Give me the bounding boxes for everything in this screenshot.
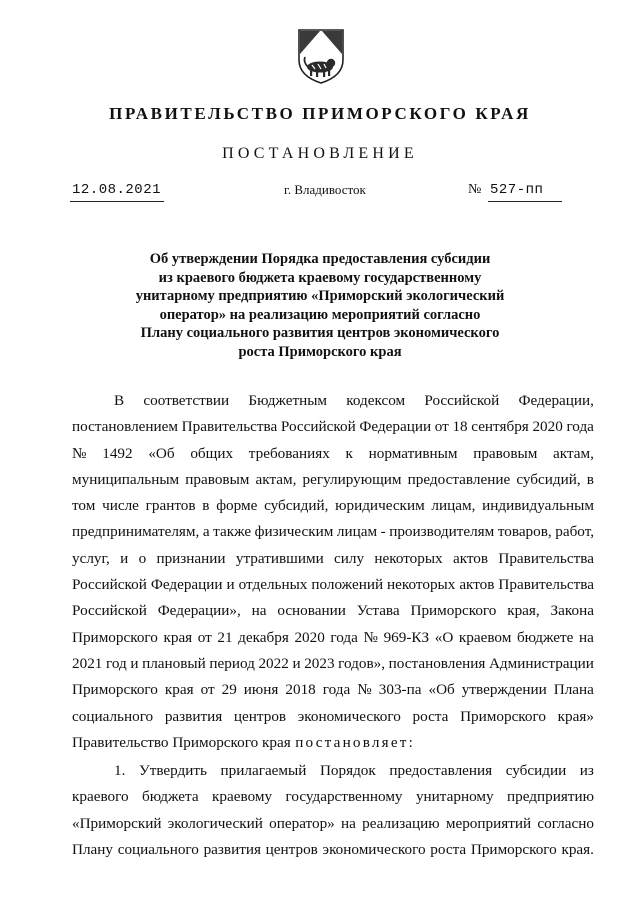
word: Закона [550, 602, 594, 620]
word: «Об [428, 681, 455, 699]
word: декабря [238, 628, 289, 646]
document-type-title: ПОСТАНОВЛЕНИЕ [222, 145, 418, 162]
coat-of-arms-emblem [296, 26, 346, 86]
preamble-line [72, 572, 594, 598]
word: роста [412, 707, 449, 725]
word: экономического [322, 841, 426, 859]
word: развития [164, 707, 223, 725]
word: юридическим [335, 497, 425, 515]
word: 1. [114, 762, 126, 780]
word: некоторых [387, 576, 456, 594]
word: Утвердить [138, 762, 207, 780]
word: Порядок [319, 762, 376, 780]
word: регулирующим [302, 470, 402, 488]
word: Российской [72, 602, 147, 620]
subject-line: роста Приморского края [238, 343, 402, 360]
word: предоставления [389, 762, 493, 780]
subject-line: Плану социального развития центров экономического [140, 325, 500, 342]
subject-line: Об утверждении Порядка предоставления субсидии [149, 251, 491, 267]
word: № [363, 628, 378, 646]
preamble-line [72, 677, 594, 703]
word: Бюджетным [248, 392, 328, 409]
word: центров [265, 841, 318, 859]
word: мероприятий [445, 814, 532, 832]
word: Приморского [410, 602, 497, 620]
word: кодексом [346, 392, 406, 409]
word: государственному [285, 788, 403, 806]
word: Приморского [460, 707, 546, 725]
preamble-final-line [72, 730, 594, 756]
word: от [434, 418, 449, 436]
item-1-line [72, 784, 594, 810]
word: года [566, 418, 594, 436]
word: краевого [72, 788, 129, 806]
word: а [202, 523, 210, 541]
word: предприятию [507, 788, 594, 806]
word: года [322, 681, 351, 699]
word: Федерации», [157, 602, 241, 620]
word: «Об [148, 444, 175, 462]
item-1-line [72, 758, 594, 784]
document-number: 527-пп [490, 182, 544, 198]
word: Приморского [72, 681, 158, 699]
word: правовым [185, 470, 250, 488]
word: 21 [217, 628, 233, 646]
word: от [200, 681, 215, 699]
word: от [197, 628, 212, 646]
word: утратившими [235, 549, 324, 567]
word: 2018 [285, 681, 316, 699]
government-title: ПРАВИТЕЛЬСТВО ПРИМОРСКОГО КРАЯ [109, 104, 531, 123]
word: экологический [167, 814, 263, 832]
word: лицам, [431, 497, 476, 515]
word: услуг, [72, 549, 110, 567]
preamble-line [72, 414, 594, 440]
word: и [226, 576, 235, 594]
word: лицам [336, 523, 378, 541]
word: бюджета [141, 788, 199, 806]
preamble-line [72, 651, 594, 677]
word: краевом [458, 628, 512, 646]
word: субсидий, [264, 497, 329, 515]
word: грантов [145, 497, 196, 515]
word: актам, [553, 444, 594, 462]
word: и [130, 654, 139, 672]
word: актам, [255, 470, 297, 488]
word: реализацию [362, 814, 440, 832]
word: социального [117, 841, 199, 859]
word: постановления [388, 654, 486, 672]
word: числе [102, 497, 139, 515]
word: производителям [389, 523, 495, 541]
word: «О [434, 628, 454, 646]
word: и [120, 549, 129, 567]
preamble-final-prefix: Правительство Приморского края [72, 733, 291, 751]
word: 29 [221, 681, 237, 699]
document-subject [110, 250, 530, 362]
word: бюджете [516, 628, 574, 646]
word: субсидии [505, 762, 567, 780]
word: предпринимателям, [72, 523, 200, 541]
word: сентября [471, 418, 529, 436]
word: Федерации [359, 418, 432, 436]
word: центров [233, 707, 287, 725]
word: о [138, 549, 147, 567]
word: 1492 [102, 444, 133, 462]
word: прилагаемый [220, 762, 307, 780]
date-underline [70, 201, 164, 202]
document-date: 12.08.2021 [72, 182, 162, 198]
document-meta-row [72, 180, 572, 206]
word: унитарному [415, 788, 494, 806]
word: - [380, 523, 386, 541]
word: В [114, 392, 125, 409]
word: края [163, 628, 193, 646]
word: Российской [424, 392, 500, 409]
document-body [72, 388, 594, 863]
word: 2021 [72, 654, 103, 672]
word: социального [72, 707, 154, 725]
preamble-line [72, 441, 594, 467]
word: экономического [297, 707, 401, 725]
word: силу [334, 549, 365, 567]
word: Плану [72, 841, 114, 859]
word: № [357, 681, 372, 699]
word: развития [203, 841, 261, 859]
word: Плана [553, 681, 594, 699]
word: некоторых [374, 549, 443, 567]
word: правовым [473, 444, 538, 462]
preamble-line [72, 598, 594, 624]
word: актов [452, 549, 489, 567]
word: 18 [452, 418, 468, 436]
word: годов», [338, 654, 386, 672]
preamble-line [72, 467, 594, 493]
word: положений [311, 576, 384, 594]
word: края» [557, 707, 594, 725]
word: 2020 [294, 628, 325, 646]
word: также [213, 523, 252, 541]
word: оператор» [269, 814, 335, 832]
word: отдельных [238, 576, 308, 594]
word: 2020 [532, 418, 563, 436]
word: Российской [280, 418, 356, 436]
word: общих [190, 444, 234, 462]
word: субсидий, [516, 470, 581, 488]
number-underline [488, 201, 562, 202]
word: товаров, [497, 523, 552, 541]
preamble-line [72, 388, 594, 414]
document-city: г. Владивосток [284, 182, 366, 197]
word: нормативным [368, 444, 458, 462]
word: года [330, 628, 358, 646]
word: Федерации [150, 576, 223, 594]
word: плановый [142, 654, 206, 672]
word: и [292, 654, 301, 672]
word: утверждении [461, 681, 547, 699]
word: 2023 [304, 654, 335, 672]
word: признании [156, 549, 226, 567]
word: края [164, 681, 194, 699]
word: Приморского [72, 628, 158, 646]
word: в [586, 470, 594, 488]
preamble-line [72, 519, 594, 545]
word: «Приморский [72, 814, 162, 832]
word: на [578, 628, 594, 646]
word: муниципальным [72, 470, 180, 488]
word: том [72, 497, 96, 515]
word: основании [277, 602, 346, 620]
word: Федерации, [518, 392, 594, 409]
word: в [202, 497, 210, 515]
word: из [579, 762, 594, 780]
subject-line: оператор» на реализацию мероприятий согласно [159, 306, 481, 323]
preamble-line [72, 704, 594, 730]
word: актов [459, 576, 495, 594]
word: требованиях [248, 444, 330, 462]
word: краевому [212, 788, 273, 806]
word: год [105, 654, 127, 672]
resolution-word: постановляет: [295, 733, 416, 751]
subject-line: из краевого бюджета краевому государственному [158, 269, 482, 286]
word: предоставление [407, 470, 511, 488]
document-number-block [460, 180, 572, 204]
word: 2022 [258, 654, 289, 672]
word: постановлением [72, 418, 179, 436]
number-sign: № [468, 182, 482, 197]
preamble-line [72, 493, 594, 519]
word: роста [430, 841, 467, 859]
word: Устава [356, 602, 400, 620]
word: период [209, 654, 255, 672]
word: Приморского [470, 841, 557, 859]
word: Правительства [498, 549, 594, 567]
subject-line: унитарному предприятию «Приморский экологический [135, 288, 505, 305]
preamble-line [72, 546, 594, 572]
preamble-line [72, 625, 594, 651]
item-1-line [72, 811, 594, 837]
word: согласно [537, 814, 594, 832]
word: 303-па [378, 681, 422, 699]
word: июня [243, 681, 279, 699]
word: форме [216, 497, 258, 515]
word: 969-КЗ [383, 628, 430, 646]
word: к [345, 444, 353, 462]
word: края. [561, 841, 594, 859]
item-1-line [72, 837, 594, 863]
word: Правительства [498, 576, 594, 594]
word: Администрации [488, 654, 594, 672]
word: на [341, 814, 356, 832]
word: края, [507, 602, 540, 620]
word: № [72, 444, 87, 462]
word: соответствии [143, 392, 230, 409]
word: Правительства [181, 418, 278, 436]
word: работ, [555, 523, 594, 541]
word: физическим [254, 523, 334, 541]
word: индивидуальным [482, 497, 594, 515]
word: на [251, 602, 267, 620]
word: Российской [72, 576, 147, 594]
